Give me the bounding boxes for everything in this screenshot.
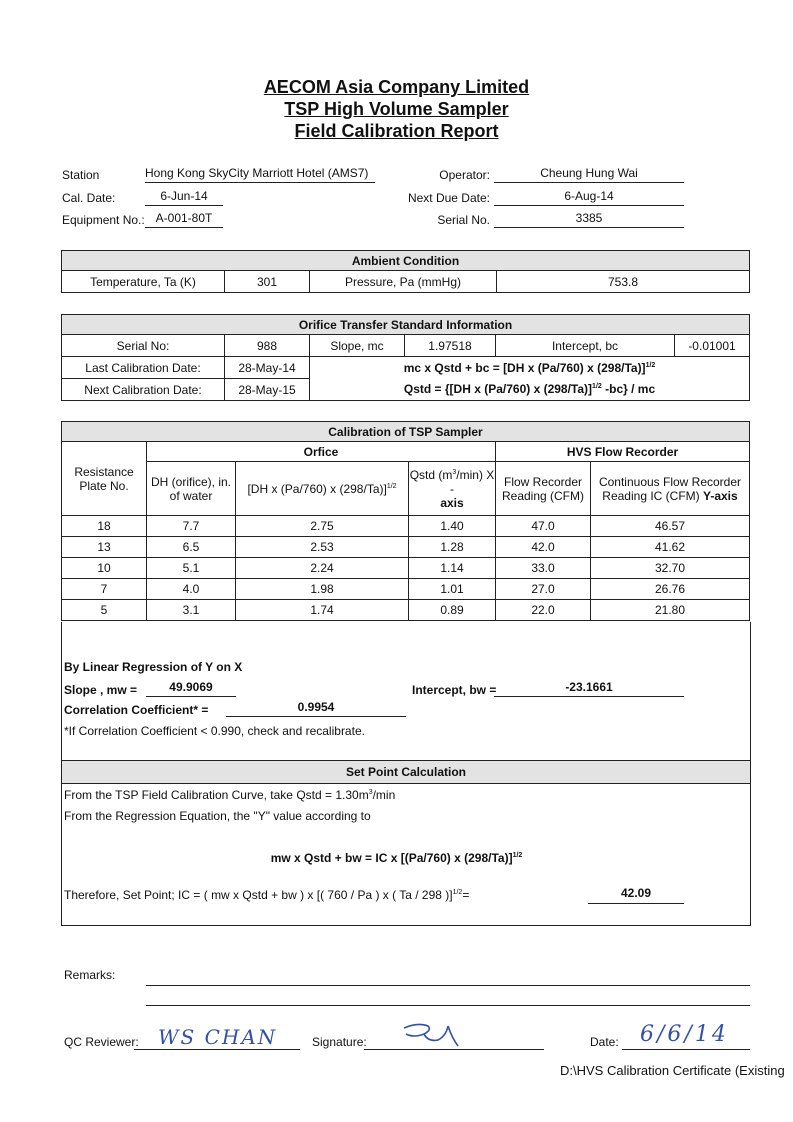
setpoint-title: Set Point Calculation: [61, 760, 751, 784]
temp-value: 301: [225, 271, 310, 293]
orifice-equation-2: Qstd = {[DH x (Pa/760) x (298/Ta)]$^{1/2}$ -bc} / mc: [310, 379, 750, 401]
serial-value: 3385: [494, 211, 684, 228]
cal-date-value: 6-Jun-14: [145, 189, 223, 206]
pressure-label: Pressure, Pa (mmHg): [310, 271, 497, 293]
cell-dhx: 1.98: [236, 579, 409, 600]
correlation-label: Correlation Coefficient* =: [64, 703, 209, 717]
regression-slope-label: Slope , mw =: [64, 683, 138, 697]
cell-qstd: 1.14: [409, 558, 496, 579]
orifice-serial-value: 988: [225, 335, 310, 357]
cell-ic: 21.80: [591, 600, 750, 621]
table-row: [62, 600, 750, 621]
cell-flow: 33.0: [496, 558, 591, 579]
signature-label: Signature:: [312, 1035, 367, 1049]
qc-handwriting: WS CHAN: [158, 1025, 278, 1049]
cell-qstd: 0.89: [409, 600, 496, 621]
col-flow: Flow Recorder Reading (CFM): [496, 462, 591, 516]
ambient-title: Ambient Condition: [62, 251, 750, 271]
correlation-note: *If Correlation Coefficient < 0.990, check and recalibrate.: [64, 724, 365, 738]
orifice-group-header: Orfice: [147, 442, 496, 462]
table-row: [62, 516, 750, 537]
date-label: Date:: [590, 1035, 619, 1049]
report-title: Field Calibration Report: [294, 121, 499, 141]
cell-flow: 47.0: [496, 516, 591, 537]
slope-value: 1.97518: [405, 335, 496, 357]
col-qstd: Qstd $(m^3/\min)$ X - axis: [409, 462, 496, 516]
operator-label: Operator:: [439, 168, 490, 182]
table-row: [62, 558, 750, 579]
last-cal-value: 28-May-14: [225, 357, 310, 379]
date-line: [622, 1049, 750, 1050]
cell-dh: 4.0: [147, 579, 236, 600]
cell-qstd: 1.40: [409, 516, 496, 537]
serial-label: Serial No.: [437, 213, 490, 227]
cell-dh: 6.5: [147, 537, 236, 558]
hvs-group-header: HVS Flow Recorder: [496, 442, 750, 462]
remarks-line-1: [146, 985, 750, 986]
next-due-value: 6-Aug-14: [494, 189, 684, 206]
cell-qstd: 1.28: [409, 537, 496, 558]
cell-plate: 7: [62, 579, 147, 600]
calibration-table: [61, 421, 750, 621]
calibration-title: Calibration of TSP Sampler: [62, 422, 750, 442]
next-due-label: Next Due Date:: [407, 191, 490, 205]
orifice-serial-label: Serial No:: [62, 335, 225, 357]
setpoint-line-2: From the Regression Equation, the "Y" value according to: [64, 809, 371, 823]
cell-dhx: 2.24: [236, 558, 409, 579]
cell-ic: 46.57: [591, 516, 750, 537]
orifice-equation-1: mc x Qstd + bc = [DH x (Pa/760) x (298/Ta)]$^{1/2}$: [310, 357, 750, 379]
table-row: [62, 537, 750, 558]
col-dh: DH (orifice), in. of water: [147, 462, 236, 516]
col-plate: Resistance Plate No.: [62, 442, 147, 516]
cell-dh: 7.7: [147, 516, 236, 537]
setpoint-value: 42.09: [588, 886, 684, 904]
cell-flow: 27.0: [496, 579, 591, 600]
qc-label: QC Reviewer:: [64, 1035, 139, 1049]
orifice-table: [61, 314, 750, 401]
orifice-title: Orifice Transfer Standard Information: [62, 315, 750, 335]
correlation-value: 0.9954: [226, 700, 406, 717]
intercept-value: -0.01001: [675, 335, 750, 357]
cell-flow: 22.0: [496, 600, 591, 621]
cell-dhx: 2.75: [236, 516, 409, 537]
cell-plate: 18: [62, 516, 147, 537]
setpoint-line-1: From the TSP Field Calibration Curve, take Qstd = $1.30m^3/\min$: [64, 788, 396, 802]
cell-plate: 5: [62, 600, 147, 621]
cell-dhx: 1.74: [236, 600, 409, 621]
table-row: [62, 579, 750, 600]
station-value: Hong Kong SkyCity Marriott Hotel (AMS7): [145, 166, 375, 183]
cell-dh: 3.1: [147, 600, 236, 621]
cell-dh: 5.1: [147, 558, 236, 579]
slope-label: Slope, mc: [310, 335, 405, 357]
cell-dhx: 2.53: [236, 537, 409, 558]
cell-plate: 10: [62, 558, 147, 579]
ambient-table: [61, 250, 750, 293]
col-cont: Continuous Flow Recorder Reading IC (CFM) Y-axis: [591, 462, 750, 516]
pressure-value: 753.8: [497, 271, 750, 293]
intercept-label: Intercept, bc: [496, 335, 675, 357]
setpoint-equation: mw x Qstd + bw = IC x [(Pa/760) x (298/Ta)]$^{1/2}$: [270, 851, 523, 865]
qc-line: [134, 1049, 300, 1050]
cell-flow: 42.0: [496, 537, 591, 558]
date-handwriting: 6/6/14: [640, 1022, 729, 1047]
report-company: AECOM Asia Company Limited: [263, 77, 530, 97]
last-cal-label: Last Calibration Date:: [62, 357, 225, 379]
remarks-label: Remarks:: [64, 968, 116, 982]
regression-slope-value: 49.9069: [146, 680, 236, 697]
report-subtitle: TSP High Volume Sampler: [284, 99, 509, 119]
cell-ic: 41.62: [591, 537, 750, 558]
cal-date-label: Cal. Date:: [62, 191, 116, 205]
station-label: Station: [62, 168, 100, 182]
temp-label: Temperature, Ta (K): [62, 271, 225, 293]
next-cal-label: Next Calibration Date:: [62, 379, 225, 401]
cell-ic: 32.70: [591, 558, 750, 579]
regression-title: By Linear Regression of Y on X: [64, 660, 243, 674]
operator-value: Cheung Hung Wai: [494, 166, 684, 183]
remarks-line-2: [146, 1005, 750, 1006]
regression-intercept-value: -23.1661: [494, 680, 684, 697]
setpoint-therefore: Therefore, Set Point; IC = ( mw x Qstd + bw ) x [( 760 / Pa ) x ( Ta / 298 )]$^{1/2}$=: [64, 888, 470, 902]
regression-intercept-label: Intercept, bw =: [412, 683, 497, 697]
equipment-value: A-001-80T: [145, 211, 223, 228]
cell-qstd: 1.01: [409, 579, 496, 600]
col-dhx: [DH x (Pa/760) x (298/Ta)]$^{1/2}$: [236, 462, 409, 516]
equipment-label: Equipment No.:: [62, 213, 145, 227]
cell-plate: 13: [62, 537, 147, 558]
next-cal-value: 28-May-15: [225, 379, 310, 401]
signature-mark: [398, 1018, 472, 1050]
file-path: D:\HVS Calibration Certificate (Existing: [560, 1063, 785, 1078]
cell-ic: 26.76: [591, 579, 750, 600]
